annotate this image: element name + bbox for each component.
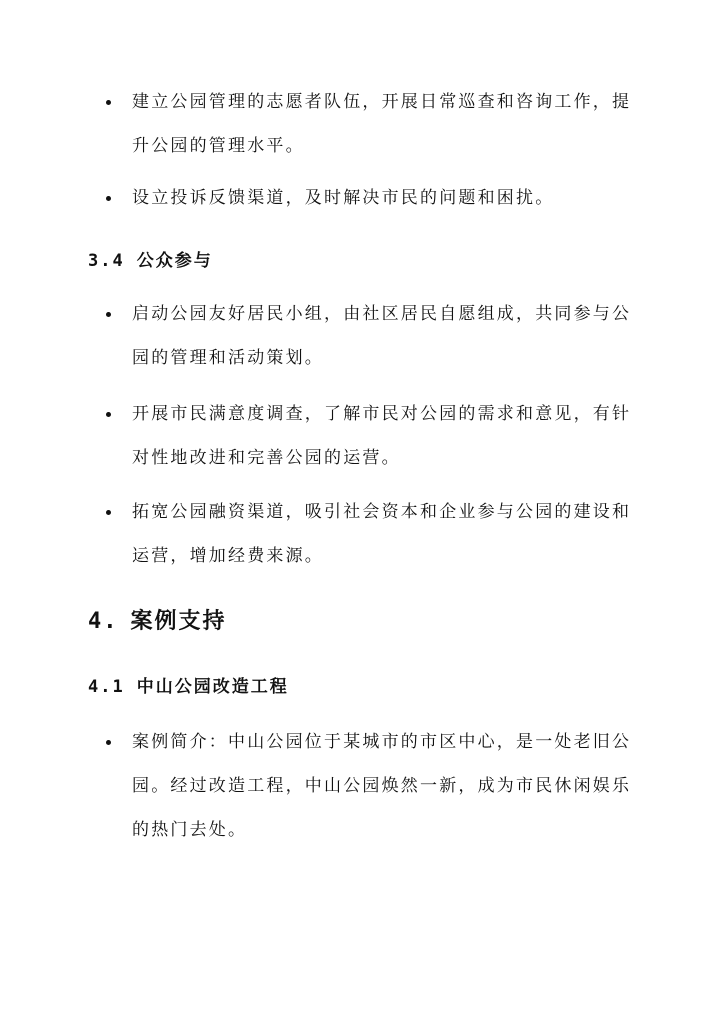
section-heading-3-4 bbox=[88, 246, 213, 271]
bullet-icon bbox=[106, 196, 111, 201]
bullet-icon bbox=[106, 412, 111, 417]
bullet-text-line: 对性地改进和完善公园的运营。 bbox=[132, 448, 401, 468]
bullet-icon bbox=[106, 100, 111, 105]
bullet-text-line: 园的管理和活动策划。 bbox=[132, 348, 324, 368]
bullet-text-line: 的热门去处。 bbox=[132, 820, 248, 840]
bullet-icon bbox=[106, 510, 111, 515]
section-title: 公众参与 bbox=[136, 251, 213, 271]
bullet-text-line: 设立投诉反馈渠道，及时解决市民的问题和困扰。 bbox=[132, 188, 555, 208]
bullet-text-line: 升公园的管理水平。 bbox=[132, 136, 305, 156]
bullet-icon bbox=[106, 740, 111, 745]
bullet-text-line: 启动公园友好居民小组，由社区居民自愿组成，共同参与公 bbox=[132, 304, 632, 324]
bullet-icon bbox=[106, 312, 111, 317]
bullet-text-line: 拓宽公园融资渠道，吸引社会资本和企业参与公园的建设和 bbox=[132, 502, 632, 522]
section-heading-4-1 bbox=[88, 672, 289, 697]
section-number: 4. bbox=[88, 609, 119, 634]
section-title: 案例支持 bbox=[130, 608, 227, 634]
bullet-text-line: 园。经过改造工程，中山公园焕然一新，成为市民休闲娱乐 bbox=[132, 776, 632, 796]
section-number: 4.1 bbox=[88, 677, 125, 697]
bullet-text-line: 运营，增加经费来源。 bbox=[132, 546, 324, 566]
section-number: 3.4 bbox=[88, 251, 125, 271]
section-heading-4 bbox=[88, 604, 227, 635]
bullet-text-line: 开展市民满意度调查，了解市民对公园的需求和意见，有针 bbox=[132, 404, 632, 424]
bullet-text-line: 案例简介：中山公园位于某城市的市区中心，是一处老旧公 bbox=[132, 732, 632, 752]
section-title: 中山公园改造工程 bbox=[136, 677, 289, 697]
bullet-text-line: 建立公园管理的志愿者队伍，开展日常巡查和咨询工作，提 bbox=[132, 92, 632, 112]
